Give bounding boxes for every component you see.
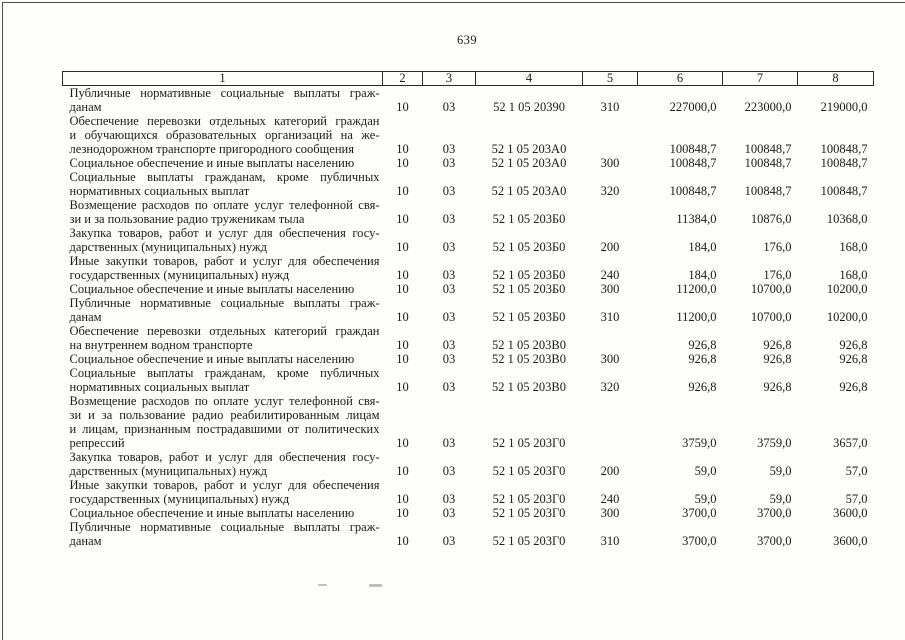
cell-2: 10 [396, 436, 409, 450]
cell-5 [583, 324, 638, 352]
cell-7: 223000,0 [744, 100, 792, 114]
cell-5: 200 [600, 464, 620, 478]
cell-1 [63, 198, 383, 226]
cell-8: 57,0 [845, 464, 868, 478]
cell-1 [63, 86, 383, 115]
cell-4: 52 1 05 203В0 [492, 352, 566, 366]
name-line: Публичные нормативные социальные выплаты граж- [69, 86, 380, 100]
cell-7: 3700,0 [757, 506, 792, 520]
name-line: Социальное обеспечение и иные выплаты населению [69, 506, 355, 520]
cell-5: 200 [600, 240, 620, 254]
cell-1 [63, 254, 383, 282]
cell-3: 03 [442, 506, 456, 520]
name-line: данам [69, 310, 102, 324]
header-cell-1: 1 [63, 72, 383, 86]
cell-3: 03 [442, 156, 456, 170]
cell-4: 52 1 05 203Б0 [492, 310, 566, 324]
name-line: Социальное обеспечение и иные выплаты населению [69, 352, 355, 366]
name-line: государственных (муниципальных) нужд [69, 268, 290, 282]
name-line: Обеспечение перевозки отдельных категорий граждан [69, 114, 380, 128]
name-line: Возмещение расходов по оплате услуг телефонной свя- [69, 198, 380, 212]
cell-3: 03 [442, 100, 456, 114]
cell-5: 300 [600, 282, 620, 296]
cell-8: 3600,0 [833, 534, 868, 548]
cell-1 [63, 226, 383, 254]
cell-5: 300 [600, 506, 620, 520]
name-line: на внутреннем водном транспорте [69, 338, 253, 352]
cell-5: 240 [600, 492, 620, 506]
cell-2: 10 [396, 100, 409, 114]
cell-5 [583, 394, 638, 450]
cell-8: 100848,7 [820, 156, 868, 170]
cell-3: 03 [442, 338, 456, 352]
cell-2: 10 [396, 240, 409, 254]
cell-2: 10 [396, 142, 409, 156]
cell-2: 10 [396, 534, 409, 548]
table-row [63, 226, 874, 254]
cell-8: 3657,0 [833, 436, 868, 450]
scan-artifact [318, 584, 327, 586]
cell-7: 59,0 [769, 492, 792, 506]
cell-2: 10 [396, 310, 409, 324]
table-header [63, 72, 874, 86]
cell-8: 10200,0 [826, 282, 868, 296]
header-cell-5: 5 [583, 72, 638, 86]
table-row [63, 352, 874, 366]
name-line: репрессий [69, 436, 125, 450]
name-line: и лицам, признанным пострадавшими от политических [69, 422, 380, 436]
cell-4: 52 1 05 20390 [493, 100, 565, 114]
cell-1 [63, 520, 383, 548]
table-row [63, 86, 874, 115]
cell-5: 320 [600, 184, 620, 198]
name-line: Социальные выплаты гражданам, кроме публичных [69, 170, 380, 184]
name-line: Иные закупки товаров, работ и услуг для обеспечения [69, 254, 380, 268]
table-row [63, 198, 874, 226]
cell-7: 926,8 [763, 338, 792, 352]
cell-1 [63, 114, 383, 156]
cell-5: 240 [600, 268, 620, 282]
header-cell-4: 4 [476, 72, 583, 86]
cell-4: 52 1 05 203А0 [491, 142, 567, 156]
cell-8: 168,0 [839, 268, 868, 282]
cell-1 [63, 156, 383, 170]
name-line: Публичные нормативные социальные выплаты граж- [69, 296, 380, 310]
cell-4: 52 1 05 203Б0 [492, 240, 566, 254]
cell-8: 57,0 [845, 492, 868, 506]
cell-6: 100848,7 [669, 142, 717, 156]
name-line: Иные закупки товаров, работ и услуг для обеспечения [69, 478, 380, 492]
header-cell-6: 6 [638, 72, 723, 86]
cell-2: 10 [396, 268, 409, 282]
cell-6: 3700,0 [682, 506, 717, 520]
cell-3: 03 [442, 310, 456, 324]
cell-2: 10 [396, 156, 409, 170]
cell-1 [63, 296, 383, 324]
table-row [63, 506, 874, 520]
cell-4: 52 1 05 203Г0 [492, 464, 566, 478]
cell-6: 926,8 [688, 338, 717, 352]
cell-5: 300 [600, 352, 620, 366]
cell-6: 11384,0 [676, 212, 717, 226]
cell-4: 52 1 05 203Г0 [492, 436, 566, 450]
table-row [63, 478, 874, 506]
cell-3: 03 [442, 212, 456, 226]
table-row [63, 520, 874, 548]
cell-7: 10700,0 [750, 282, 792, 296]
cell-3: 03 [442, 380, 456, 394]
cell-7: 100848,7 [744, 156, 792, 170]
cell-4: 52 1 05 203Г0 [492, 506, 566, 520]
cell-4: 52 1 05 203В0 [492, 338, 566, 352]
name-line: государственных (муниципальных) нужд [69, 492, 290, 506]
cell-3: 03 [442, 534, 456, 548]
table-body [63, 86, 874, 549]
cell-1 [63, 352, 383, 366]
budget-table [62, 71, 874, 548]
cell-2: 10 [396, 282, 409, 296]
name-line: дарственных (муниципальных) нужд [69, 464, 267, 478]
cell-6: 3700,0 [682, 534, 717, 548]
cell-4: 52 1 05 203Б0 [492, 268, 566, 282]
table-row [63, 450, 874, 478]
header-cell-3: 3 [423, 72, 476, 86]
name-line: дарственных (муниципальных) нужд [69, 240, 267, 254]
cell-7: 926,8 [763, 352, 792, 366]
cell-3: 03 [442, 464, 456, 478]
scan-artifact [369, 584, 382, 587]
cell-1 [63, 478, 383, 506]
name-line: данам [69, 534, 102, 548]
cell-8: 100848,7 [820, 142, 868, 156]
cell-6: 59,0 [694, 464, 717, 478]
cell-6: 100848,7 [669, 156, 717, 170]
cell-4: 52 1 05 203Б0 [492, 212, 566, 226]
cell-8: 926,8 [839, 338, 868, 352]
table-row [63, 170, 874, 198]
cell-3: 03 [442, 240, 456, 254]
cell-7: 59,0 [769, 464, 792, 478]
cell-7: 926,8 [763, 380, 792, 394]
table-row [63, 114, 874, 156]
cell-6: 11200,0 [676, 282, 717, 296]
name-line: Закупка товаров, работ и услуг для обеспечения госу- [69, 450, 380, 464]
cell-5: 320 [600, 380, 620, 394]
cell-2: 10 [396, 380, 409, 394]
cell-7: 100848,7 [744, 142, 792, 156]
cell-6: 184,0 [688, 268, 717, 282]
cell-2: 10 [396, 338, 409, 352]
name-line: Социальное обеспечение и иные выплаты населению [69, 156, 355, 170]
cell-5: 310 [600, 534, 620, 548]
cell-4: 52 1 05 203В0 [492, 380, 566, 394]
cell-8: 926,8 [839, 380, 868, 394]
cell-8: 10368,0 [826, 212, 868, 226]
name-line: нормативных социальных выплат [69, 380, 250, 394]
name-line: Закупка товаров, работ и услуг для обеспечения госу- [69, 226, 380, 240]
name-line: Обеспечение перевозки отдельных категорий граждан [69, 324, 380, 338]
table-row [63, 156, 874, 170]
name-line: нормативных социальных выплат [69, 184, 250, 198]
cell-8: 3600,0 [833, 506, 868, 520]
cell-6: 11200,0 [676, 310, 717, 324]
cell-2: 10 [396, 184, 409, 198]
name-line: зи и за пользование радио реабилитированным лицам [69, 408, 380, 422]
cell-6: 3759,0 [682, 436, 717, 450]
cell-8: 168,0 [839, 240, 868, 254]
name-line: данам [69, 100, 102, 114]
cell-3: 03 [442, 436, 456, 450]
cell-2: 10 [396, 464, 409, 478]
cell-7: 176,0 [763, 240, 792, 254]
name-line: Социальные выплаты гражданам, кроме публичных [69, 366, 380, 380]
page-number: 639 [457, 33, 477, 47]
cell-1 [63, 394, 383, 450]
cell-5: 310 [600, 100, 620, 114]
cell-5 [583, 198, 638, 226]
cell-1 [63, 450, 383, 478]
cell-6: 926,8 [688, 352, 717, 366]
cell-1 [63, 506, 383, 520]
cell-3: 03 [442, 492, 456, 506]
cell-7: 10700,0 [750, 310, 792, 324]
cell-6: 184,0 [688, 240, 717, 254]
table-row [63, 394, 874, 450]
header-cell-7: 7 [723, 72, 798, 86]
cell-1 [63, 170, 383, 198]
cell-5 [583, 114, 638, 156]
name-line: лезнодорожном транспорте пригородного сообщения [69, 142, 354, 156]
name-line: и обучающихся образовательных организаций на же- [69, 128, 380, 142]
cell-7: 176,0 [763, 268, 792, 282]
cell-7: 3759,0 [757, 436, 792, 450]
cell-4: 52 1 05 203Г0 [492, 492, 566, 506]
cell-4: 52 1 05 203Г0 [492, 534, 566, 548]
table-row [63, 366, 874, 394]
header-cell-8: 8 [798, 72, 874, 86]
header-row [63, 72, 874, 86]
cell-6: 227000,0 [669, 100, 717, 114]
header-cell-2: 2 [383, 72, 423, 86]
cell-1 [63, 324, 383, 352]
cell-1 [63, 282, 383, 296]
cell-7: 10876,0 [750, 212, 792, 226]
cell-3: 03 [442, 142, 456, 156]
table-row [63, 282, 874, 296]
cell-3: 03 [442, 352, 456, 366]
cell-4: 52 1 05 203А0 [491, 184, 567, 198]
cell-2: 10 [396, 492, 409, 506]
name-line: Возмещение расходов по оплате услуг телефонной свя- [69, 394, 380, 408]
name-line: зи и за пользование радио труженикам тыла [69, 212, 305, 226]
name-line: Социальное обеспечение и иные выплаты населению [69, 282, 355, 296]
cell-5: 300 [600, 156, 620, 170]
cell-3: 03 [442, 184, 456, 198]
cell-3: 03 [442, 282, 456, 296]
cell-6: 59,0 [694, 492, 717, 506]
cell-8: 219000,0 [820, 100, 868, 114]
cell-6: 100848,7 [669, 184, 717, 198]
cell-3: 03 [442, 268, 456, 282]
table-row [63, 296, 874, 324]
cell-6: 926,8 [688, 380, 717, 394]
name-line: Публичные нормативные социальные выплаты граж- [69, 520, 380, 534]
cell-2: 10 [396, 352, 409, 366]
cell-7: 3700,0 [757, 534, 792, 548]
cell-8: 10200,0 [826, 310, 868, 324]
table-row [63, 254, 874, 282]
cell-2: 10 [396, 506, 409, 520]
cell-1 [63, 366, 383, 394]
cell-8: 100848,7 [820, 184, 868, 198]
cell-5: 310 [600, 310, 620, 324]
cell-4: 52 1 05 203Б0 [492, 282, 566, 296]
cell-2: 10 [396, 212, 409, 226]
cell-7: 100848,7 [744, 184, 792, 198]
table-row [63, 324, 874, 352]
cell-8: 926,8 [839, 352, 868, 366]
cell-4: 52 1 05 203А0 [491, 156, 567, 170]
